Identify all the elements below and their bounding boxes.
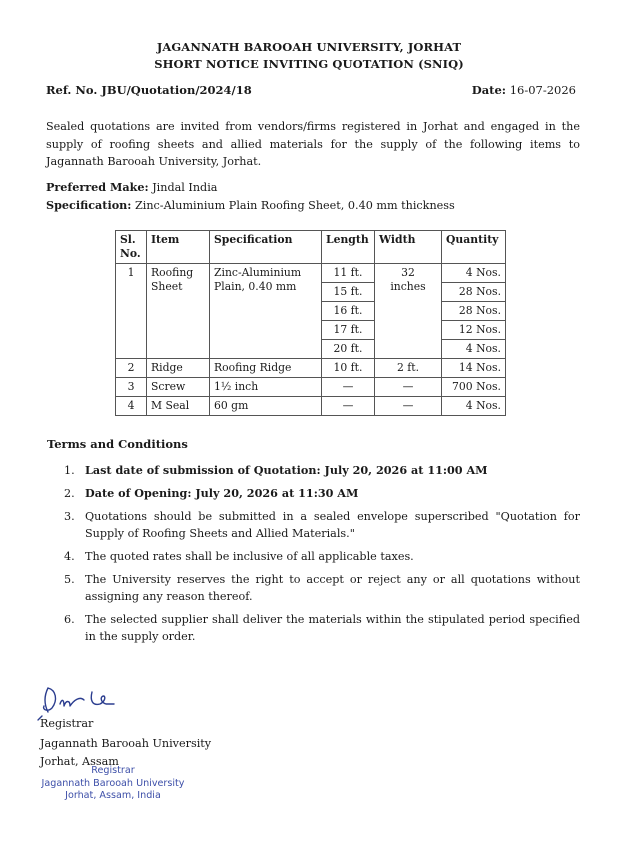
signatory-organization: Jagannath Barooah University bbox=[40, 737, 212, 750]
stamp-line-1: Registrar bbox=[91, 765, 135, 776]
term-number: 4. bbox=[64, 550, 75, 563]
cell-quantity: 28 Nos. bbox=[442, 302, 506, 321]
notice-date bbox=[472, 83, 576, 97]
term-number: 3. bbox=[64, 510, 75, 523]
cell-spec-line1: Zinc-Aluminium bbox=[214, 266, 302, 279]
cell-length: — bbox=[322, 378, 375, 397]
term-item bbox=[58, 611, 580, 645]
cell-width-line2: inches bbox=[390, 280, 426, 293]
university-heading: JAGANNATH BAROOAH UNIVERSITY, JORHAT bbox=[156, 40, 462, 54]
term-text: Quotations should be submitted in a sealed envelope superscribed "Quotation for Supply of Roofing Sheets and Allied Materials." bbox=[85, 510, 580, 540]
date-label: Date: bbox=[471, 83, 507, 97]
stamp-line-3: Jorhat, Assam, India bbox=[65, 790, 161, 801]
cell-spec-line2: Plain, 0.40 mm bbox=[214, 280, 297, 293]
table-header-row bbox=[116, 231, 506, 264]
cell-specification: 60 gm bbox=[210, 397, 322, 416]
table-row bbox=[116, 264, 506, 283]
cell-length: 15 ft. bbox=[322, 283, 375, 302]
term-item bbox=[58, 462, 580, 479]
intro-paragraph: Sealed quotations are invited from vendors/firms registered in Jorhat and engaged in the supply of roofing sheets and allied materials for the supply of the following items to Jagannath Barooah University, Jorhat. bbox=[46, 120, 580, 168]
table-row bbox=[116, 397, 506, 416]
term-text: The selected supplier shall deliver the materials within the stipulated period specified in the supply order. bbox=[85, 613, 580, 643]
term-number: 1. bbox=[64, 464, 75, 477]
cell-quantity: 28 Nos. bbox=[442, 283, 506, 302]
cell-width bbox=[375, 264, 442, 359]
cell-length: 10 ft. bbox=[322, 359, 375, 378]
cell-length: 16 ft. bbox=[322, 302, 375, 321]
preferred-make bbox=[46, 180, 217, 194]
header-sl-line2: No. bbox=[120, 247, 141, 260]
signature-image bbox=[34, 682, 144, 722]
cell-item-line2: Sheet bbox=[151, 280, 183, 293]
cell-sl: 4 bbox=[116, 397, 147, 416]
specification bbox=[46, 198, 455, 212]
stamp-line-2: Jagannath Barooah University bbox=[41, 777, 185, 789]
cell-length: 17 ft. bbox=[322, 321, 375, 340]
preferred-make-label: Preferred Make: bbox=[46, 180, 149, 194]
cell-item: Ridge bbox=[147, 359, 210, 378]
cell-specification: 1½ inch bbox=[210, 378, 322, 397]
specification-value: Zinc-Aluminium Plain Roofing Sheet, 0.40 mm thickness bbox=[134, 199, 455, 212]
cell-quantity: 14 Nos. bbox=[442, 359, 506, 378]
term-text: Date of Opening: July 20, 2026 at 11:30 AM bbox=[85, 486, 359, 500]
header-quantity: Quantity bbox=[442, 231, 506, 264]
header-item: Item bbox=[147, 231, 210, 264]
term-item bbox=[58, 508, 580, 542]
cell-specification bbox=[210, 264, 322, 359]
signatory-title: Registrar bbox=[40, 717, 94, 730]
header-sl-line1: Sl. bbox=[120, 233, 136, 246]
cell-quantity: 4 Nos. bbox=[442, 397, 506, 416]
specification-label: Specification: bbox=[46, 198, 132, 212]
cell-quantity: 4 Nos. bbox=[442, 264, 506, 283]
cell-width: — bbox=[375, 378, 442, 397]
cell-quantity: 12 Nos. bbox=[442, 321, 506, 340]
date-value: 16-07-2026 bbox=[509, 83, 576, 97]
cell-width: 2 ft. bbox=[375, 359, 442, 378]
header-sl bbox=[116, 231, 147, 264]
cell-item-line1: Roofing bbox=[151, 266, 194, 279]
header-specification: Specification bbox=[210, 231, 322, 264]
cell-quantity: 4 Nos. bbox=[442, 340, 506, 359]
term-number: 5. bbox=[64, 573, 75, 586]
signatory-place: Jorhat, Assam bbox=[40, 755, 119, 768]
cell-item: M Seal bbox=[147, 397, 210, 416]
cell-sl: 1 bbox=[116, 264, 147, 359]
term-number: 6. bbox=[64, 613, 75, 626]
header-width: Width bbox=[375, 231, 442, 264]
cell-length: 11 ft. bbox=[322, 264, 375, 283]
terms-title: Terms and Conditions bbox=[47, 437, 188, 451]
cell-length: — bbox=[322, 397, 375, 416]
table-row bbox=[116, 359, 506, 378]
term-number: 2. bbox=[64, 487, 75, 500]
term-item bbox=[58, 548, 580, 565]
table-row bbox=[116, 378, 506, 397]
cell-quantity: 700 Nos. bbox=[442, 378, 506, 397]
items-table bbox=[115, 230, 506, 416]
term-item bbox=[58, 485, 580, 502]
term-item bbox=[58, 571, 580, 605]
term-text: Last date of submission of Quotation: July 20, 2026 at 11:00 AM bbox=[85, 463, 488, 477]
cell-width: — bbox=[375, 397, 442, 416]
cell-item bbox=[147, 264, 210, 359]
terms-list bbox=[58, 462, 580, 651]
cell-specification: Roofing Ridge bbox=[210, 359, 322, 378]
cell-width-line1: 32 bbox=[401, 266, 415, 279]
cell-sl: 2 bbox=[116, 359, 147, 378]
cell-item: Screw bbox=[147, 378, 210, 397]
term-text: The quoted rates shall be inclusive of all applicable taxes. bbox=[85, 550, 414, 563]
cell-length: 20 ft. bbox=[322, 340, 375, 359]
reference-number: Ref. No. JBU/Quotation/2024/18 bbox=[46, 83, 252, 97]
term-text: The University reserves the right to accept or reject any or all quotations without assigning any reason thereof. bbox=[85, 573, 580, 603]
registrar-stamp bbox=[33, 765, 193, 803]
header-length: Length bbox=[322, 231, 375, 264]
notice-title: SHORT NOTICE INVITING QUOTATION (SNIQ) bbox=[154, 57, 464, 71]
cell-sl: 3 bbox=[116, 378, 147, 397]
preferred-make-value: Jindal India bbox=[152, 181, 218, 194]
